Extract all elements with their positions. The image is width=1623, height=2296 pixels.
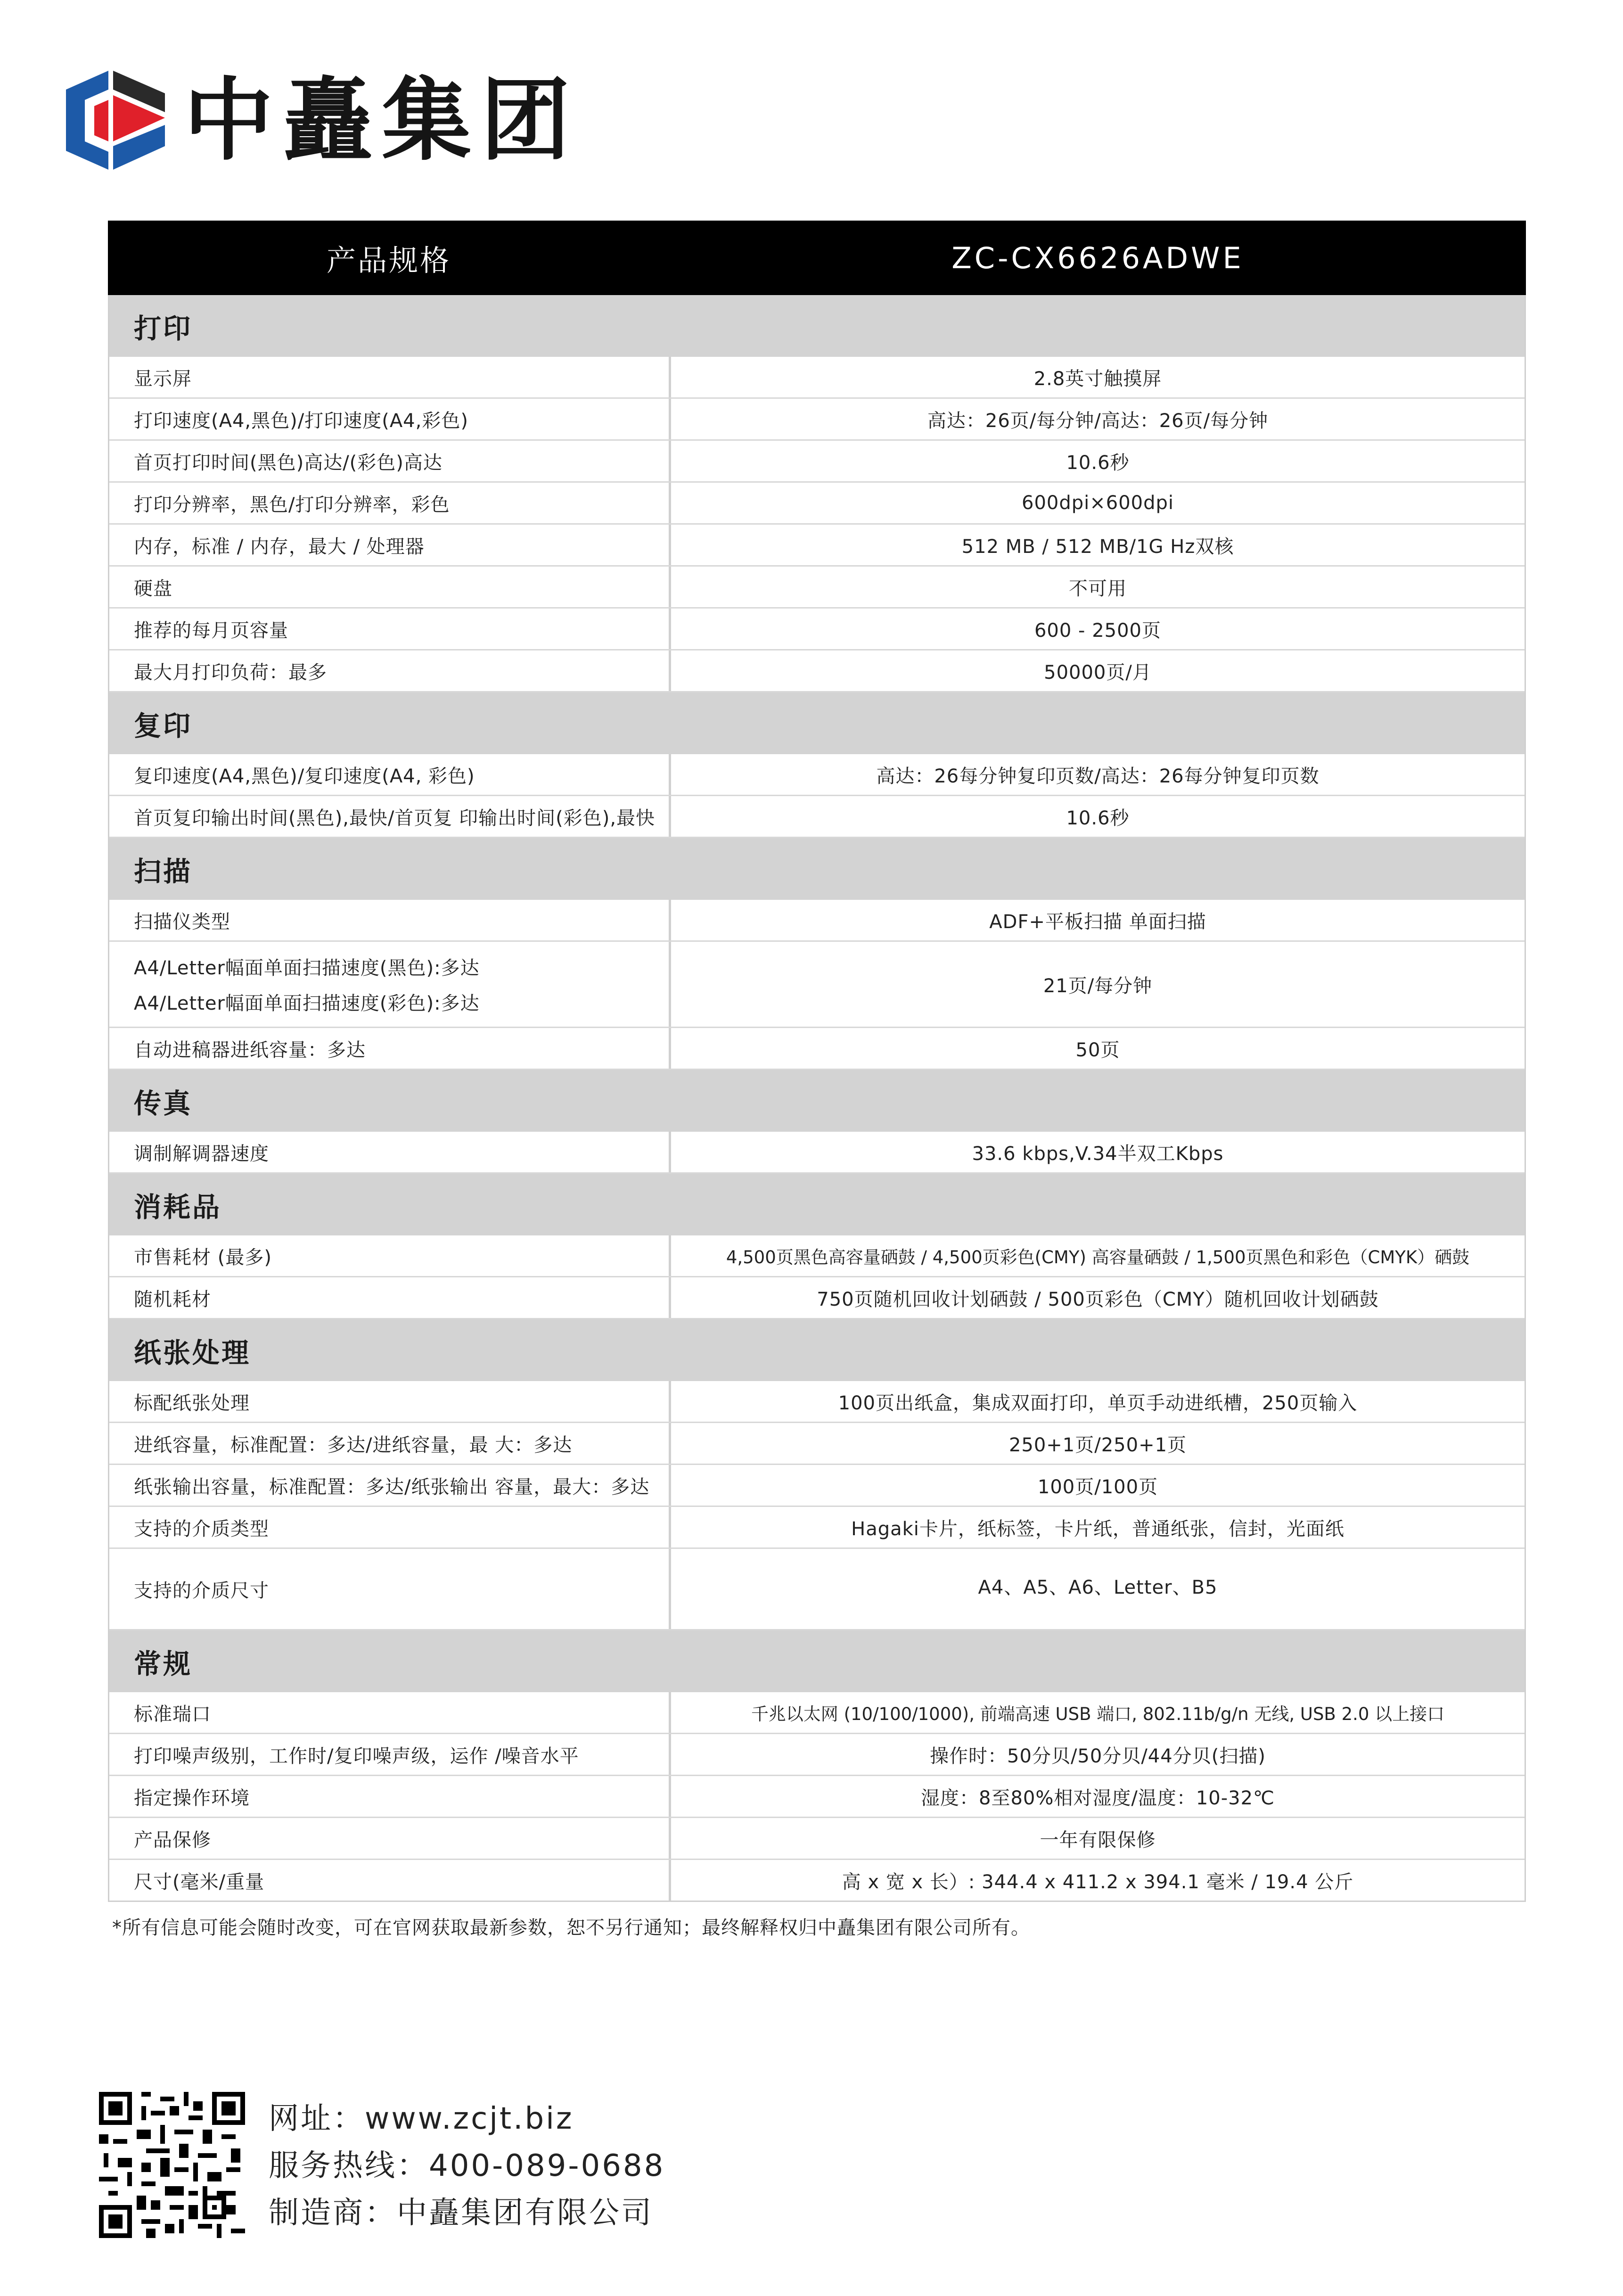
row-value: 高达：26每分钟复印页数/高达：26每分钟复印页数 xyxy=(876,765,1320,787)
table-row xyxy=(109,1776,1525,1818)
row-value: 高 x 宽 x 长）: 344.4 x 411.2 x 394.1 毫米 / 19.4 公斤 xyxy=(842,1871,1354,1893)
row-label: 尺寸(毫米/重量 xyxy=(109,1860,671,1901)
table-row xyxy=(109,650,1525,692)
row-label: 随机耗材 xyxy=(109,1277,671,1318)
spec-table xyxy=(108,221,1526,1902)
contact-info xyxy=(269,2095,665,2237)
row-value: 10.6秒 xyxy=(1066,807,1130,829)
row-label: 首页打印时间(黑色)高达/(彩色)高达 xyxy=(109,441,671,481)
table-row xyxy=(109,525,1525,567)
manufacturer: 制造商：中矗集团有限公司 xyxy=(269,2196,653,2230)
row-label: 打印分辨率，黑色/打印分辨率，彩色 xyxy=(109,483,671,523)
header-model-number: ZC-CX6626ADWE xyxy=(951,240,1244,275)
table-row xyxy=(109,796,1525,838)
row-label xyxy=(109,942,671,1027)
table-row xyxy=(109,1818,1525,1860)
table-row xyxy=(109,609,1525,650)
row-label: 指定操作环境 xyxy=(109,1776,671,1817)
table-row xyxy=(109,483,1525,525)
row-label: 推荐的每月页容量 xyxy=(109,609,671,649)
row-label: 复印速度(A4,黑色)/复印速度(A4, 彩色) xyxy=(109,754,671,795)
table-row xyxy=(109,357,1525,399)
row-label: 进纸容量，标准配置：多达/进纸容量，最 大：多达 xyxy=(109,1423,671,1464)
row-value: 100页出纸盒，集成双面打印，单页手动进纸槽，250页输入 xyxy=(838,1392,1358,1414)
disclaimer-footnote: *所有信息可能会随时改变，可在官网获取最新参数，恕不另行通知；最终解释权归中矗集团有限公司所有。 xyxy=(112,1917,1030,1939)
row-value: 10.6秒 xyxy=(1066,452,1130,474)
table-row xyxy=(109,1734,1525,1776)
row-value: 750页随机回收计划硒鼓 / 500页彩色（CMY）随机回收计划硒鼓 xyxy=(817,1288,1379,1310)
row-value: 512 MB / 512 MB/1G Hz双核 xyxy=(961,535,1234,558)
row-label-line: A4/Letter幅面单面扫描速度(彩色):多达 xyxy=(134,993,480,1014)
table-row xyxy=(109,942,1525,1028)
section-title-fax: 传真 xyxy=(109,1070,1525,1132)
section-title-consumables: 消耗品 xyxy=(109,1174,1525,1235)
brand-mark-icon xyxy=(66,71,165,170)
row-value: 50页 xyxy=(1075,1039,1120,1061)
row-label: 纸张输出容量，标准配置：多达/纸张输出 容量，最大：多达 xyxy=(109,1465,671,1506)
row-label: 市售耗材 (最多) xyxy=(109,1235,671,1276)
section-title-general: 常规 xyxy=(109,1630,1525,1692)
row-label-line: A4/Letter幅面单面扫描速度(黑色):多达 xyxy=(134,957,480,979)
row-value: 4,500页黑色高容量硒鼓 / 4,500页彩色(CMY) 高容量硒鼓 / 1,500页黑色和彩色（CMYK）硒鼓 xyxy=(726,1247,1470,1267)
row-label: 调制解调器速度 xyxy=(109,1132,671,1172)
row-value: 100页/100页 xyxy=(1037,1476,1158,1498)
row-value: 50000页/月 xyxy=(1044,661,1152,683)
row-label: 打印速度(A4,黑色)/打印速度(A4,彩色) xyxy=(109,399,671,439)
table-row xyxy=(109,1028,1525,1070)
table-row xyxy=(109,567,1525,609)
row-label: 硬盘 xyxy=(109,567,671,607)
section-title-scan: 扫描 xyxy=(109,838,1525,900)
table-row xyxy=(109,1692,1525,1734)
section-title-paper-handling: 纸张处理 xyxy=(109,1319,1525,1381)
row-label: 标准瑞口 xyxy=(109,1692,671,1733)
row-value: 不可用 xyxy=(1069,577,1127,600)
website-link[interactable]: 网址：www.zcjt.biz xyxy=(269,2101,574,2136)
table-row xyxy=(109,754,1525,796)
qr-code-icon[interactable] xyxy=(99,2092,245,2238)
table-row xyxy=(109,1423,1525,1465)
company-name: 中矗集团 xyxy=(184,67,580,173)
row-label: 打印噪声级别，工作时/复印噪声级，运作 /噪音水平 xyxy=(109,1734,671,1775)
row-label: 扫描仪类型 xyxy=(109,900,671,940)
row-label: 标配纸张处理 xyxy=(109,1381,671,1422)
row-label: 支持的介质类型 xyxy=(109,1507,671,1547)
table-row xyxy=(109,1507,1525,1549)
table-row xyxy=(109,1277,1525,1319)
row-value: 2.8英寸触摸屏 xyxy=(1033,368,1162,390)
row-value: 250+1页/250+1页 xyxy=(1008,1434,1187,1456)
row-value: 21页/每分钟 xyxy=(1043,975,1153,997)
table-row xyxy=(109,1465,1525,1507)
row-label: 支持的介质尺寸 xyxy=(109,1549,671,1629)
table-row xyxy=(109,1235,1525,1277)
row-value: ADF+平板扫描 单面扫描 xyxy=(989,911,1206,933)
row-label: 首页复印输出时间(黑色),最快/首页复 印输出时间(彩色),最快 xyxy=(109,796,671,837)
table-row xyxy=(109,1381,1525,1423)
row-value: 千兆以太网 (10/100/1000), 前端高速 USB 端口, 802.11b/g/n 无线, USB 2.0 以上接口 xyxy=(751,1704,1445,1724)
row-label: 最大月打印负荷：最多 xyxy=(109,650,671,691)
table-row xyxy=(109,900,1525,942)
spec-table-header xyxy=(108,221,1526,295)
row-value: 600dpi×600dpi xyxy=(1022,492,1174,514)
row-value: 操作时：50分贝/50分贝/44分贝(扫描) xyxy=(930,1745,1266,1767)
row-value: 湿度：8至80%相对湿度/温度：10-32℃ xyxy=(921,1787,1275,1809)
table-row xyxy=(109,1549,1525,1630)
table-row xyxy=(109,441,1525,483)
row-value: 一年有限保修 xyxy=(1040,1829,1156,1851)
row-value: A4、A5、A6、Letter、B5 xyxy=(978,1577,1218,1598)
section-title-print: 打印 xyxy=(109,295,1525,357)
table-row xyxy=(109,1860,1525,1902)
row-label: 自动进稿器进纸容量：多达 xyxy=(109,1028,671,1069)
row-label: 产品保修 xyxy=(109,1818,671,1859)
row-value: 高达：26页/每分钟/高达：26页/每分钟 xyxy=(927,410,1269,432)
row-value: 600 - 2500页 xyxy=(1034,619,1161,642)
section-title-copy: 复印 xyxy=(109,692,1525,754)
service-hotline[interactable]: 服务热线：400-089-0688 xyxy=(269,2148,665,2183)
row-value: 33.6 kbps,V.34半双工Kbps xyxy=(972,1143,1224,1165)
table-row xyxy=(109,1132,1525,1174)
header-spec-label: 产品规格 xyxy=(326,243,451,278)
row-label: 显示屏 xyxy=(109,357,671,397)
table-row xyxy=(109,399,1525,441)
row-label: 内存，标准 / 内存，最大 / 处理器 xyxy=(109,525,671,565)
row-value: Hagaki卡片，纸标签，卡片纸，普通纸张，信封，光面纸 xyxy=(851,1518,1344,1540)
company-logo xyxy=(66,66,580,174)
